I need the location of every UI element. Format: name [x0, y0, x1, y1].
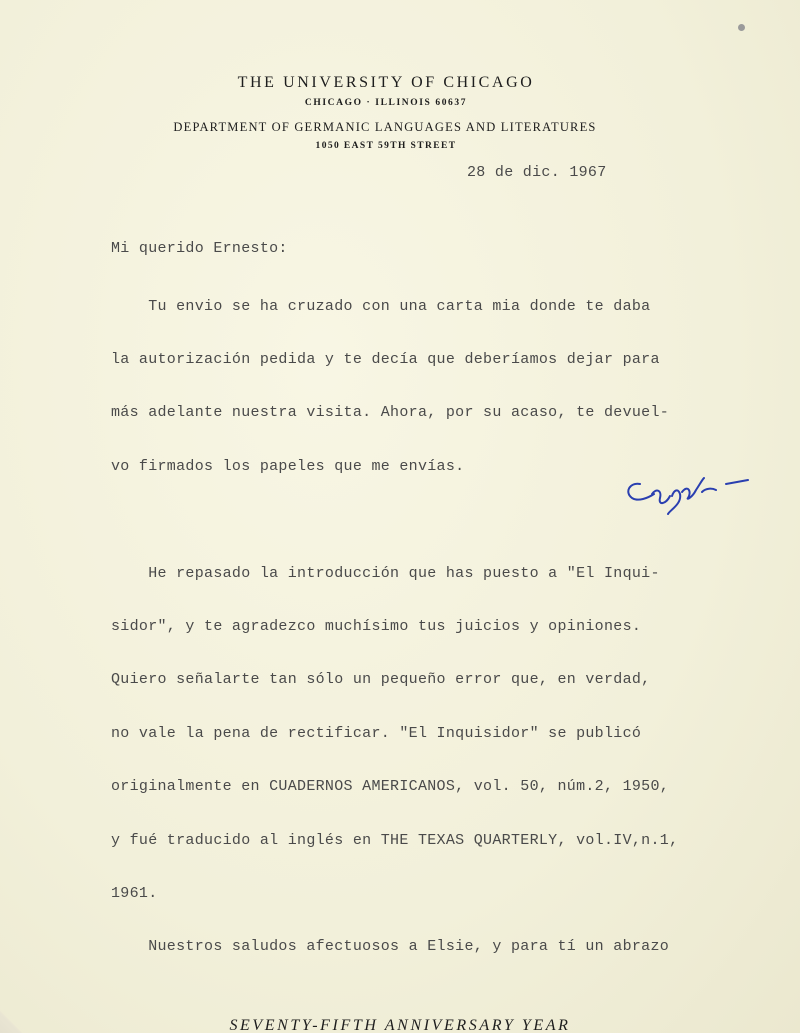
letterhead-city: CHICAGO · ILLINOIS 60637	[304, 98, 468, 108]
body-line: más adelante nuestra visita. Ahora, por su acaso, te devuel-	[111, 404, 670, 422]
body-line: Tu envio se ha cruzado con una carta mia donde te daba	[111, 297, 651, 315]
paper-spot	[738, 24, 745, 31]
body-line: 1961.	[111, 884, 158, 902]
body-line: y fué traducido al inglés en THE TEXAS QUARTERLY, vol.IV,n.1,	[111, 831, 679, 849]
body-line: He repasado la introducción que has puesto a "El Inqui-	[111, 564, 660, 582]
letterhead-department: DEPARTMENT OF GERMANIC LANGUAGES AND LITERATURES	[173, 120, 597, 134]
body-line: originalmente en CUADERNOS AMERICANOS, vol. 50, núm.2, 1950,	[111, 778, 670, 796]
handwritten-signature	[622, 470, 762, 515]
letter-date: 28 de dic. 1967	[467, 164, 607, 181]
body-line: la autorización pedida y te decía que deberíamos dejar para	[111, 350, 660, 368]
letterhead-university: THE UNIVERSITY OF CHICAGO	[237, 74, 535, 91]
letter-salutation: Mi querido Ernesto:	[111, 240, 288, 257]
body-line: no vale la pena de rectificar. "El Inquisidor" se publicó	[111, 724, 642, 742]
letter-body	[111, 262, 678, 992]
body-line: Nuestros saludos afectuosos a Elsie, y para tí un abrazo	[111, 938, 670, 956]
letterhead-street: 1050 EAST 59TH STREET	[315, 141, 457, 151]
body-line: sidor", y te agradezco muchísimo tus juicios y opiniones.	[111, 617, 642, 635]
body-line	[111, 511, 678, 529]
body-line: Quiero señalarte tan sólo un pequeño error que, en verdad,	[111, 671, 651, 689]
footer-anniversary: SEVENTY-FIFTH ANNIVERSARY YEAR	[229, 1017, 571, 1033]
body-line: vo firmados los papeles que me envías.	[111, 457, 465, 475]
